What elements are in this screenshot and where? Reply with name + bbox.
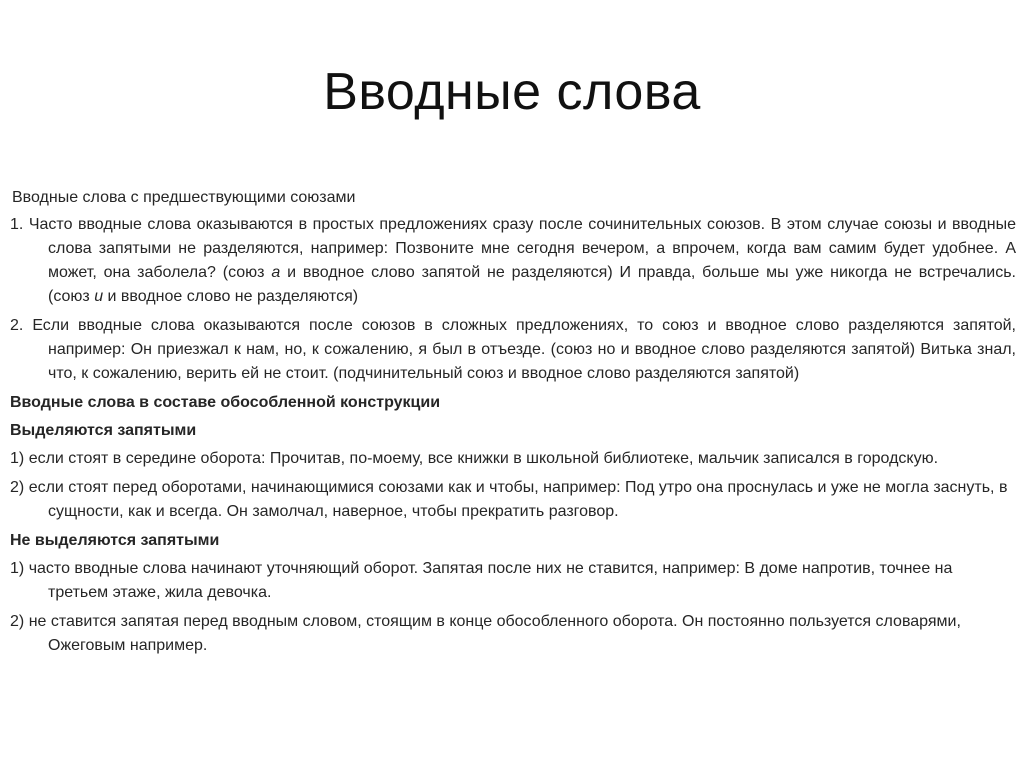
not-separated-item-2-number: 2) (10, 613, 25, 630)
page-title: Вводные слова (323, 63, 701, 121)
rule-item-2 (10, 314, 1016, 386)
heading-separated: Выделяются запятыми (10, 422, 197, 439)
not-separated-item-1-number: 1) (10, 560, 25, 577)
section-heading-isolated: Вводные слова в составе обособленной конструкции (10, 394, 441, 411)
rule-item-1-number: 1. (10, 216, 24, 233)
separated-item-1 (10, 447, 1016, 471)
rule-item-1-text-pre: Часто вводные слова оказываются в простых предложениях сразу после сочинительных союзов. В этом случае союзы и вводные слова запятыми не разделяются, например: Позвоните мне сегодня вечером, а впрочем, когда вам самим будет удобнее. А может, она заболела? (союз (28, 216, 1016, 281)
not-separated-item-1-text: часто вводные слова начинают уточняющий оборот. Запятая после них не ставится, например: В доме напротив, точнее на третьем этаже, жила девочка. (28, 560, 953, 601)
separated-item-1-number: 1) (10, 450, 25, 467)
subtitle-conjunctions: Вводные слова с предшествующими союзами (12, 189, 356, 206)
not-separated-item-2 (10, 610, 1016, 658)
slide-content (10, 186, 1016, 663)
rule-item-1-emphasis-a: а (271, 264, 281, 281)
separated-item-1-text: если стоят в середине оборота: Прочитав, по-моему, все книжки в школьной библиотеке, мальчик записался в городскую. (28, 450, 939, 467)
rule-item-1-text-post: и вводное слово не разделяются) (103, 288, 359, 305)
rule-item-2-text: Если вводные слова оказываются после союзов в сложных предложениях, то союз и вводное слово разделяются запятой, например: Он приезжал к нам, но, к сожалению, я был в отъезде. (союз но и вводное слово разделяются запятой) Витька знал, что, к сожалению, верить ей не стоит. (подчинительный союз и вводное слово разделяются запятой) (32, 317, 1016, 382)
rule-item-1-text-mid: и вводное слово запятой не разделяются) И правда, больше мы уже никогда не встречались. (союз (48, 264, 1016, 305)
not-separated-item-2-text: не ставится запятая перед вводным словом, стоящим в конце обособленного оборота. Он постоянно пользуется словарями, Ожеговым например. (28, 613, 961, 654)
not-separated-item-1 (10, 557, 1016, 605)
rule-item-1-emphasis-i: и (94, 288, 104, 305)
rule-item-1 (10, 213, 1016, 309)
separated-item-2-text: если стоят перед оборотами, начинающимися союзами как и чтобы, например: Под утро она проснулась и уже не могла заснуть, в сущности, как и всегда. Он замолчал, наверное, чтобы прекратить разговор. (28, 479, 1008, 520)
heading-not-separated: Не выделяются запятыми (10, 532, 220, 549)
separated-item-2 (10, 476, 1016, 524)
rule-item-2-number: 2. (10, 317, 24, 334)
separated-item-2-number: 2) (10, 479, 25, 496)
